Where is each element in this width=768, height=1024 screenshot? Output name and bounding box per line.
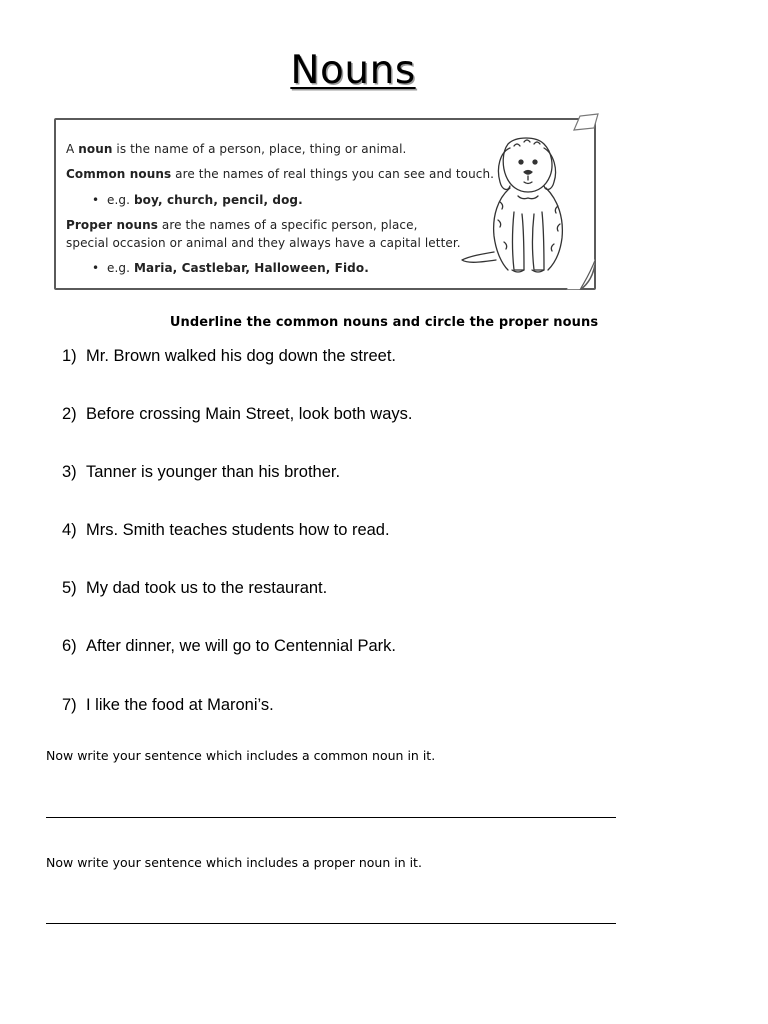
sentence-item: 6) After dinner, we will go to Centennial Park. <box>62 637 396 655</box>
proper-noun-answer-line[interactable] <box>46 923 616 924</box>
sentence-item: 3) Tanner is younger than his brother. <box>62 463 341 481</box>
instruction-text: Underline the common nouns and circle the proper nouns <box>169 315 599 330</box>
common-noun-definition: Common nouns are the names of real things you can see and touch. <box>66 167 495 181</box>
noun-definition: A noun is the name of a person, place, thing or animal. <box>66 142 407 156</box>
sentence-item: 4) Mrs. Smith teaches students how to read. <box>62 521 390 539</box>
tape-icon <box>568 112 608 134</box>
dog-icon <box>458 132 578 277</box>
sentence-item: 7) I like the food at Maroni’s. <box>62 696 274 714</box>
proper-noun-examples: • e.g. Maria, Castlebar, Halloween, Fido. <box>92 261 369 275</box>
sentence-item: 2) Before crossing Main Street, look both ways. <box>62 405 413 423</box>
proper-noun-prompt: Now write your sentence which includes a proper noun in it. <box>46 855 422 870</box>
proper-noun-definition-cont: special occasion or animal and they always have a capital letter. <box>66 236 461 250</box>
common-noun-examples: • e.g. boy, church, pencil, dog. <box>92 193 303 207</box>
page-curl-icon <box>566 258 596 290</box>
definition-box <box>54 118 596 290</box>
page-title: Nouns <box>290 48 416 93</box>
sentence-item: 5) My dad took us to the restaurant. <box>62 579 328 597</box>
common-noun-prompt: Now write your sentence which includes a common noun in it. <box>46 748 436 763</box>
common-noun-answer-line[interactable] <box>46 817 616 818</box>
sentence-item: 1) Mr. Brown walked his dog down the street. <box>62 347 396 365</box>
proper-noun-definition: Proper nouns are the names of a specific person, place, <box>66 218 418 232</box>
